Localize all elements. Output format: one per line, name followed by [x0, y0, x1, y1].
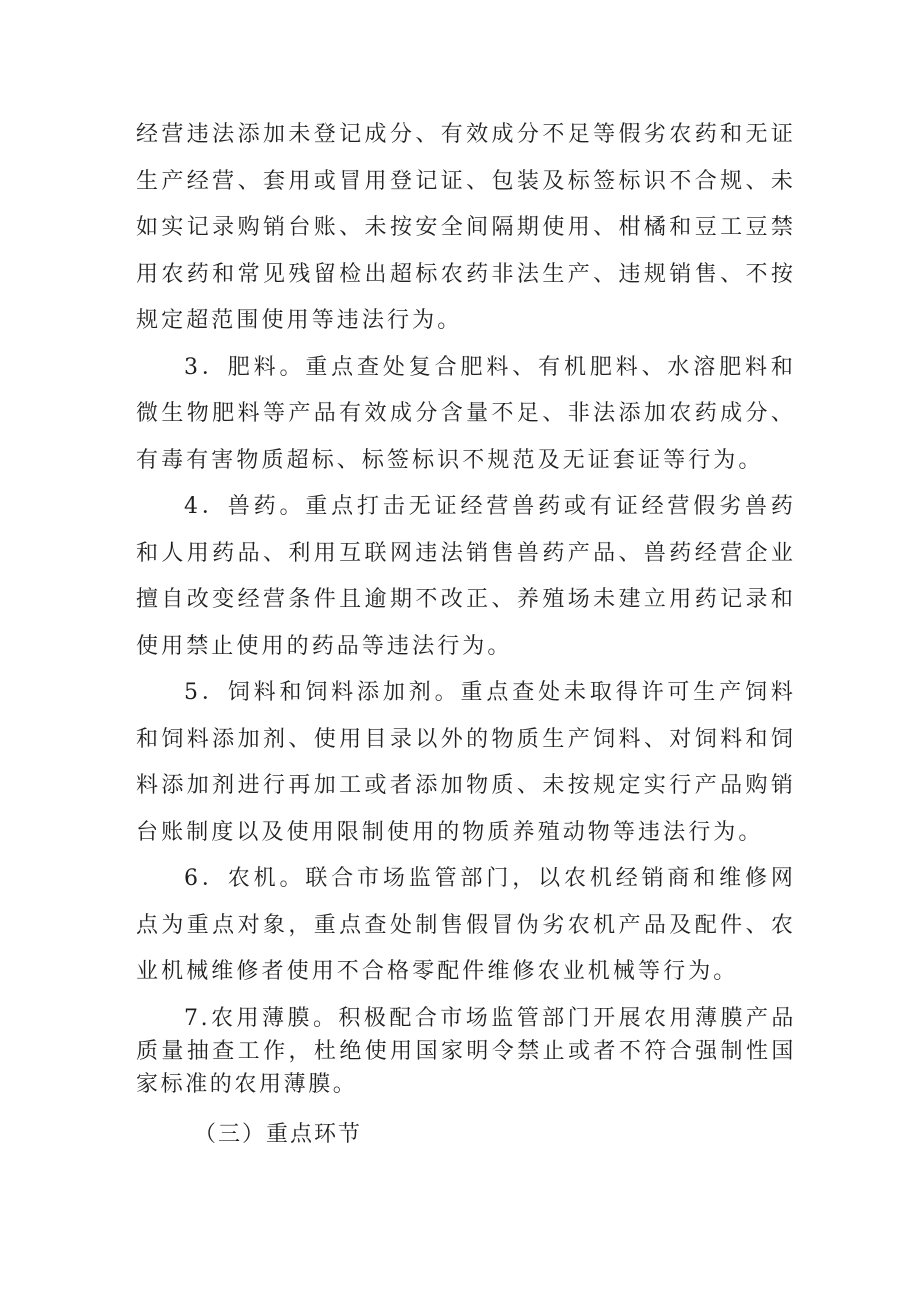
paragraph-fertilizer: 3．肥料。重点查处复合肥料、有机肥料、水溶肥料和微生物肥料等产品有效成分含量不足、非法添加农药成分、有毒有害物质超标、标签标识不规范及无证套证等行为。 [136, 354, 796, 473]
paragraph-agricultural-machinery: 6．农机。联合市场监管部门，以农机经销商和维修网点为重点对象，重点查处制售假冒伪劣农机产品及配件、农业机械维修者使用不合格零配件维修农业机械等行为。 [136, 866, 796, 984]
paragraph-feed-additives: 5．饲料和饲料添加剂。重点查处未取得许可生产饲料和饲料添加剂、使用目录以外的物质生产饲料、对饲料和饲料添加剂进行再加工或者添加物质、未按规定实行产品购销台账制度以及使用限制使用的物质养殖动物等违法行为。 [136, 680, 796, 845]
document-body [136, 112, 796, 1155]
paragraph-veterinary-drugs: 4．兽药。重点打击无证经营兽药或有证经营假劣兽药和人用药品、利用互联网违法销售兽药产品、兽药经营企业擅自改变经营条件且逾期不改正、养殖场未建立用药记录和使用禁止使用的药品等违法行为。 [136, 494, 796, 659]
paragraph-agricultural-film: 7.农用薄膜。积极配合市场监管部门开展农用薄膜产品质量抽查工作，杜绝使用国家明令禁止或者不符合强制性国家标准的农用薄膜。 [136, 1005, 796, 1097]
section-heading-key-links: （三）重点环节 [194, 1121, 363, 1147]
paragraph-pesticide-continued: 经营违法添加未登记成分、有效成分不足等假劣农药和无证生产经营、套用或冒用登记证、包装及标签标识不合规、未如实记录购销台账、未按安全间隔期使用、柑橘和豆工豆禁用农药和常见残留检出超标农药非法生产、违规销售、不按规定超范围使用等违法行为。 [136, 122, 796, 333]
